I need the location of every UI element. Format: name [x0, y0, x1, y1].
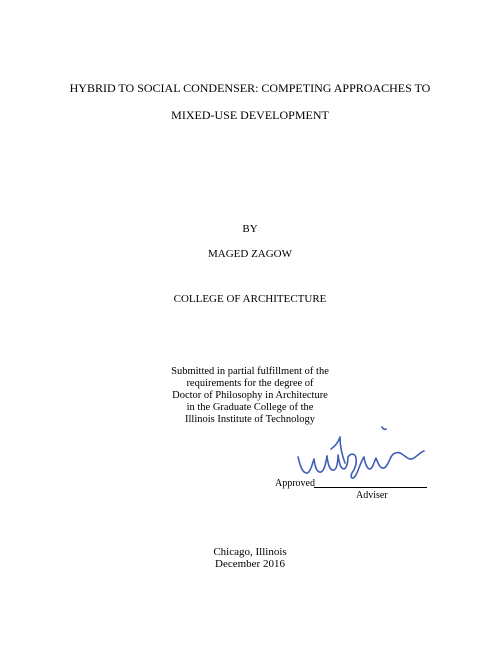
place: Chicago, Illinois: [213, 546, 287, 558]
signature-line: [314, 487, 427, 488]
approved-label: Approved: [275, 478, 315, 489]
date: December 2016: [215, 558, 285, 570]
statement-line-2: requirements for the degree of: [186, 378, 314, 389]
signature-ink: [298, 427, 424, 478]
author-name: MAGED ZAGOW: [207, 248, 292, 260]
college-name: COLLEGE OF ARCHITECTURE: [173, 293, 327, 305]
statement-line-4: in the Graduate College of the: [186, 402, 314, 413]
statement-line-5: Illinois Institute of Technology: [184, 414, 315, 425]
statement-line-1: Submitted in partial fulfillment of the: [171, 366, 329, 377]
adviser-label: Adviser: [356, 490, 388, 501]
by-label: BY: [242, 223, 258, 235]
thesis-title-line-2: MIXED-USE DEVELOPMENT: [171, 108, 329, 122]
handwritten-signature: [290, 425, 460, 500]
statement-line-3: Doctor of Philosophy in Architecture: [172, 390, 328, 401]
thesis-title-line-1: HYBRID TO SOCIAL CONDENSER: COMPETING APPROACHES TO: [69, 81, 431, 95]
